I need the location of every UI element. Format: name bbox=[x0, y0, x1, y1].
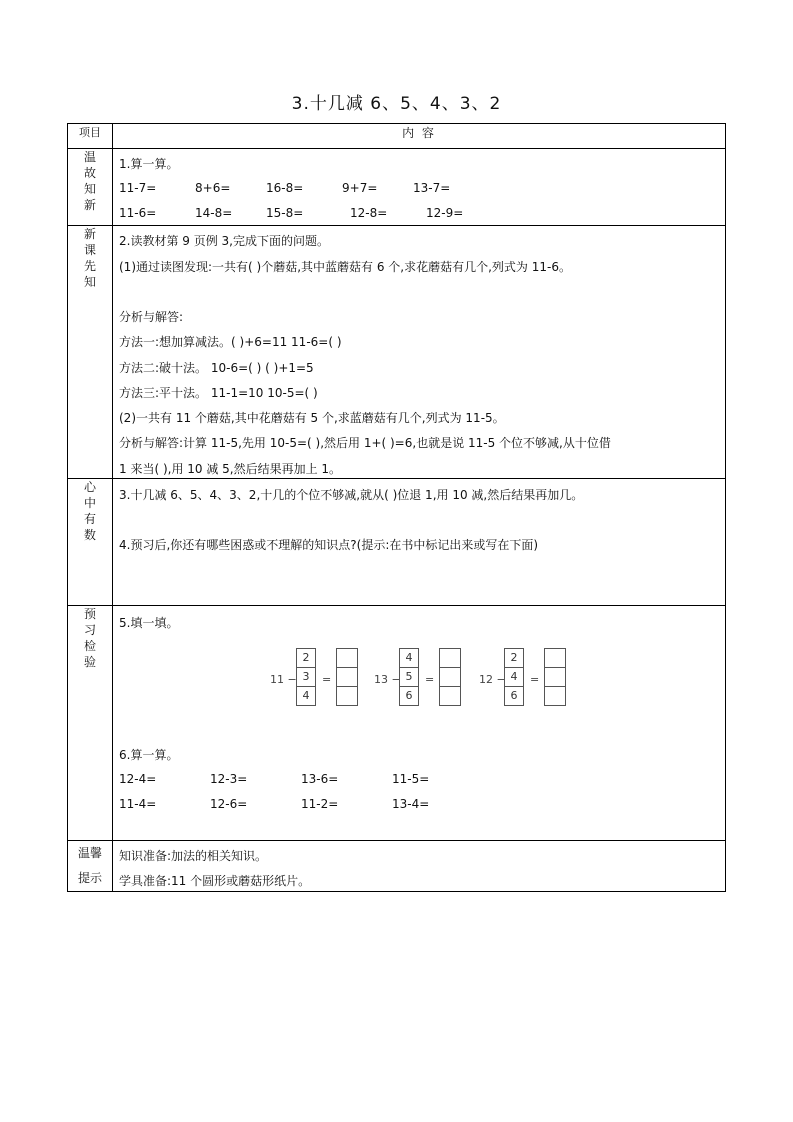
fill-minuend: 13 − bbox=[374, 673, 401, 686]
answer-boxes[interactable] bbox=[439, 648, 461, 706]
text-line: 3.十几减 6、5、4、3、2,十几的个位不够减,就从( )位退 1,用 10 减,然后结果再加几。 bbox=[119, 488, 584, 502]
exercise: 11-5= bbox=[392, 772, 430, 786]
tips-content bbox=[113, 841, 726, 892]
text-line: 2.读教材第 9 页例 3,完成下面的问题。 bbox=[119, 234, 329, 248]
text-line: 4.预习后,你还有哪些困惑或不理解的知识点?(提示:在书中标记出来或写在下面) bbox=[119, 538, 539, 552]
review-heading: 1.算一算。 bbox=[119, 157, 179, 171]
preview-label: 预 习 检 验 bbox=[68, 606, 113, 841]
exercise: 12-9= bbox=[426, 206, 464, 220]
number-stack bbox=[504, 648, 524, 706]
text-line: (2)一共有 11 个蘑菇,其中花蘑菇有 5 个,求蓝蘑菇有几个,列式为 11-5。 bbox=[119, 411, 505, 425]
stack-number: 5 bbox=[400, 668, 418, 687]
stack-number: 3 bbox=[297, 668, 315, 687]
exercise: 9+7= bbox=[342, 181, 378, 195]
question-5: 5.填一填。 bbox=[119, 616, 179, 630]
newlesson-content bbox=[113, 226, 726, 479]
text-line: 分析与解答: bbox=[119, 310, 184, 324]
exercise: 14-8= bbox=[195, 206, 233, 220]
answer-boxes[interactable] bbox=[544, 648, 566, 706]
exercise: 12-3= bbox=[210, 772, 248, 786]
text-line: 学具准备:11 个圆形或蘑菇形纸片。 bbox=[119, 874, 311, 888]
exercise: 15-8= bbox=[266, 206, 304, 220]
text-line: 知识准备:加法的相关知识。 bbox=[119, 849, 268, 863]
exercise: 13-7= bbox=[413, 181, 451, 195]
text-line: 方法一:想加算减法。( )+6=11 11-6=( ) bbox=[119, 335, 342, 349]
exercise: 11-6= bbox=[119, 206, 157, 220]
review-label: 温 故 知 新 bbox=[68, 149, 113, 226]
tips-label: 温馨 提示 bbox=[68, 841, 113, 892]
exercise: 12-6= bbox=[210, 797, 248, 811]
exercise: 11-7= bbox=[119, 181, 157, 195]
mind-row bbox=[68, 479, 726, 606]
stack-number: 2 bbox=[297, 649, 315, 668]
worksheet-table bbox=[67, 123, 726, 892]
exercise: 13-4= bbox=[392, 797, 430, 811]
newlesson-label: 新 课 先 知 bbox=[68, 226, 113, 479]
exercise: 11-4= bbox=[119, 797, 157, 811]
question-6: 6.算一算。 bbox=[119, 748, 179, 762]
number-stack bbox=[296, 648, 316, 706]
exercise: 8+6= bbox=[195, 181, 231, 195]
review-content bbox=[113, 149, 726, 226]
exercise: 11-2= bbox=[301, 797, 339, 811]
number-stack bbox=[399, 648, 419, 706]
answer-boxes[interactable] bbox=[336, 648, 358, 706]
equals-sign: = bbox=[530, 673, 540, 686]
fill-minuend: 12 − bbox=[479, 673, 506, 686]
stack-number: 6 bbox=[405, 689, 413, 702]
stack-number: 6 bbox=[510, 689, 518, 702]
stack-number: 4 bbox=[302, 689, 310, 702]
mind-label: 心 中 有 数 bbox=[68, 479, 113, 606]
stack-number: 4 bbox=[505, 668, 523, 687]
mind-content bbox=[113, 479, 726, 606]
review-row bbox=[68, 149, 726, 226]
text-line: 方法三:平十法。 11-1=10 10-5=( ) bbox=[119, 386, 318, 400]
text-line: 分析与解答:计算 11-5,先用 10-5=( ),然后用 1+( )=6,也就是说 11-5 个位不够减,从十位借 bbox=[119, 436, 611, 450]
header-content: 内 容 bbox=[113, 124, 726, 149]
page-title: 3.十几减 6、5、4、3、2 bbox=[291, 94, 502, 114]
exercise: 12-8= bbox=[350, 206, 388, 220]
exercise: 12-4= bbox=[119, 772, 157, 786]
equals-sign: = bbox=[322, 673, 332, 686]
header-item: 项目 bbox=[68, 124, 113, 149]
stack-number: 2 bbox=[505, 649, 523, 668]
exercise: 13-6= bbox=[301, 772, 339, 786]
preview-row bbox=[68, 606, 726, 841]
stack-number: 4 bbox=[400, 649, 418, 668]
preview-content bbox=[113, 606, 726, 841]
tips-row bbox=[68, 841, 726, 892]
exercise: 16-8= bbox=[266, 181, 304, 195]
text-line: 方法二:破十法。 10-6=( ) ( )+1=5 bbox=[119, 361, 314, 375]
equals-sign: = bbox=[425, 673, 435, 686]
header-row bbox=[68, 124, 726, 149]
text-line: (1)通过读图发现:一共有( )个蘑菇,其中蓝蘑菇有 6 个,求花蘑菇有几个,列式为 11-6。 bbox=[119, 260, 571, 274]
fill-minuend: 11 − bbox=[270, 673, 297, 686]
text-line: 1 来当( ),用 10 减 5,然后结果再加上 1。 bbox=[119, 462, 342, 476]
newlesson-row bbox=[68, 226, 726, 479]
